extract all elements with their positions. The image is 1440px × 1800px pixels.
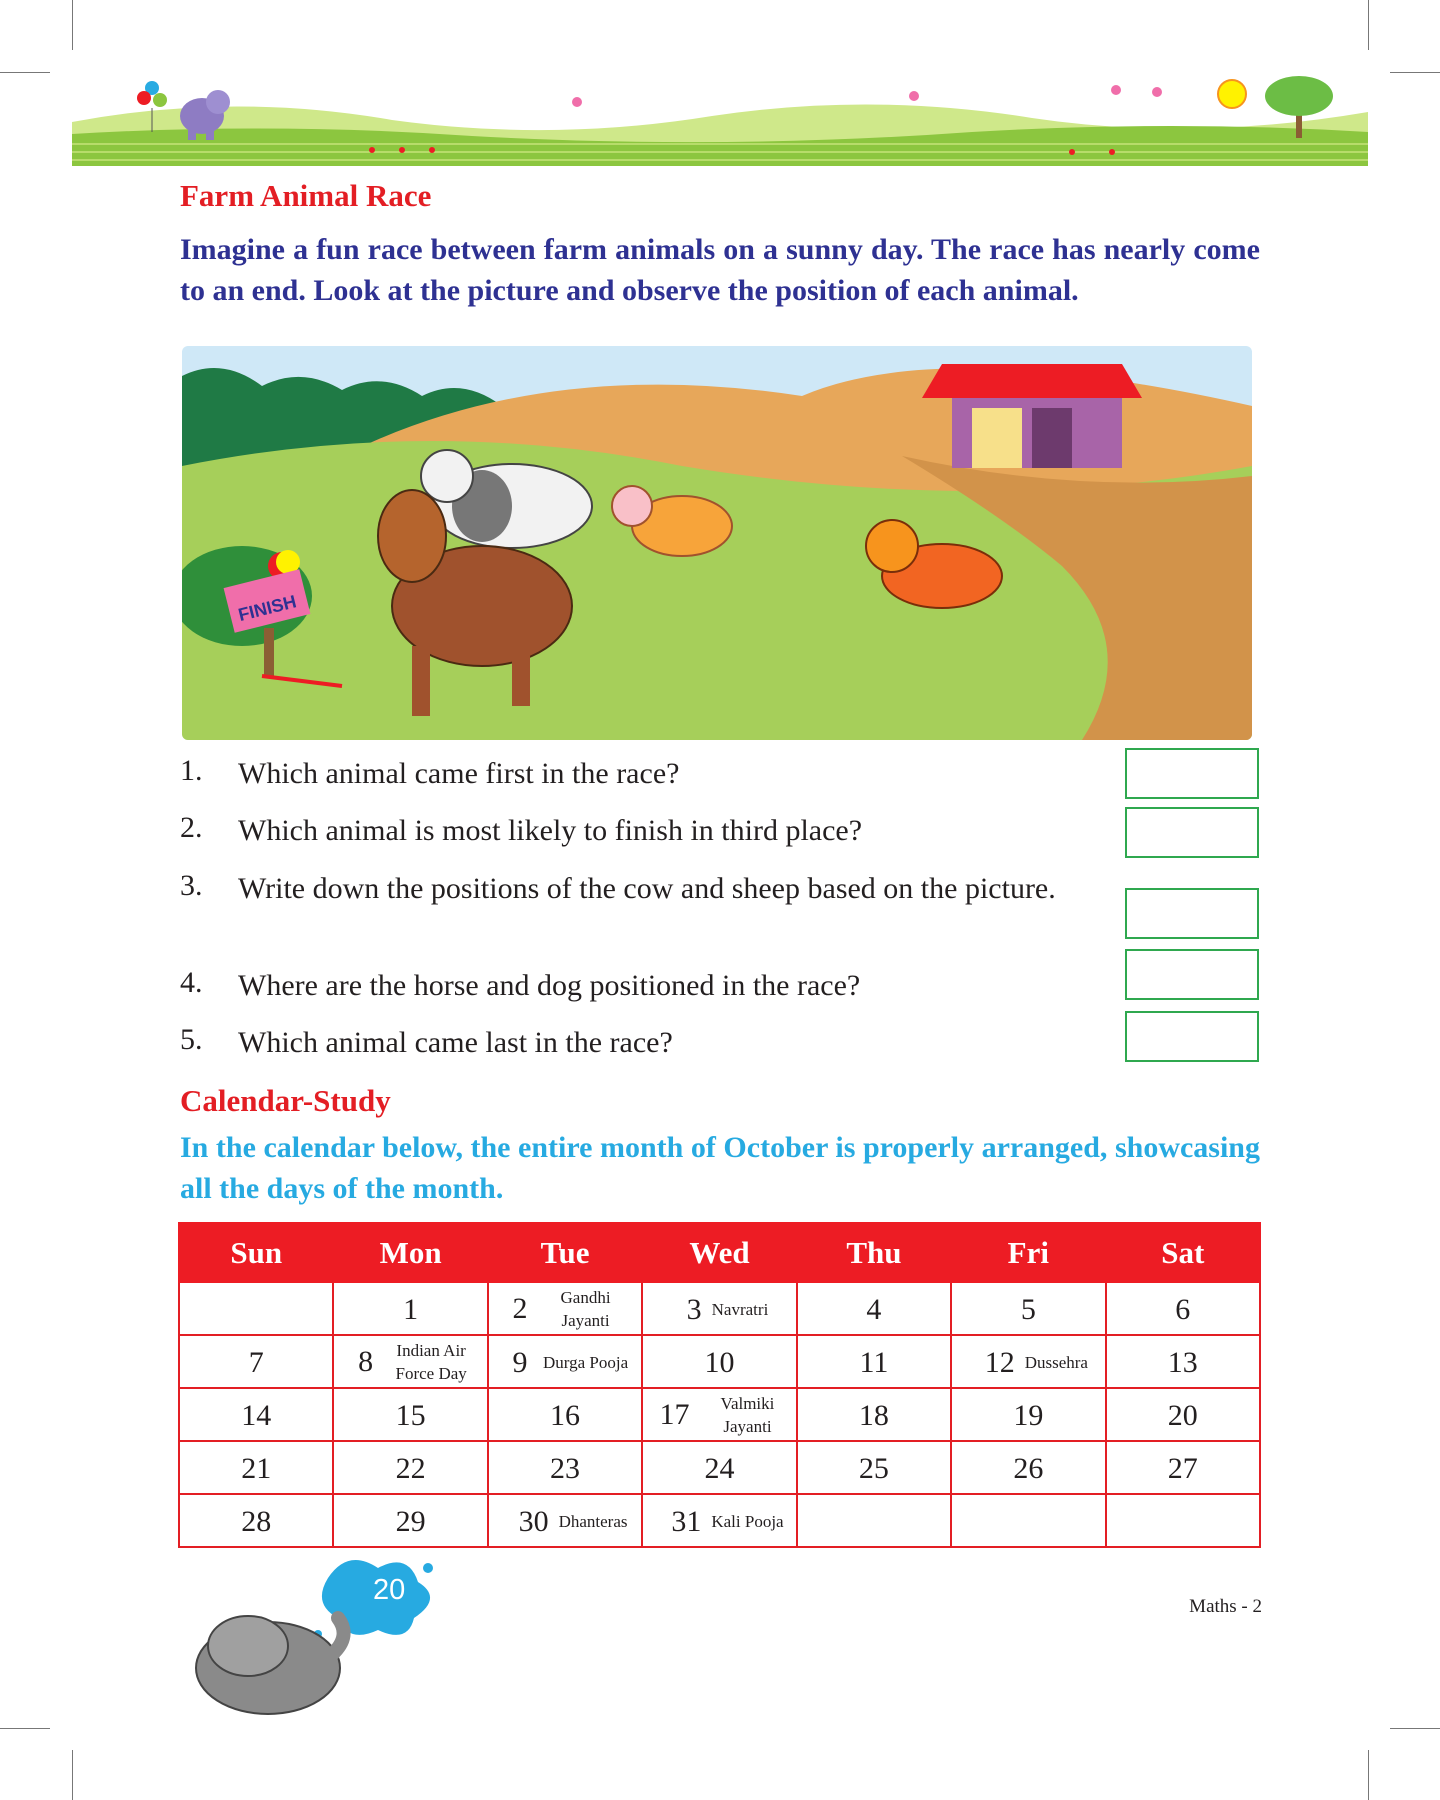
calendar-intro: In the calendar below, the entire month of October is properly arranged, showcasing all the days of the month.: [180, 1131, 1260, 1205]
farm-race-illustration: [182, 346, 1252, 740]
day-number: 19: [1013, 1398, 1044, 1432]
day-number: 26: [1013, 1451, 1044, 1485]
calendar-day-cell: [642, 1335, 796, 1388]
calendar-day-cell: [797, 1441, 951, 1494]
event-label: Navratri: [711, 1300, 769, 1320]
svg-text:FINISH: FINISH: [236, 591, 299, 625]
event-label: Dussehra: [1024, 1353, 1088, 1373]
day-number: 3: [686, 1292, 702, 1326]
section-title-calendar: Calendar-Study: [180, 1083, 391, 1118]
day-number: 8: [358, 1344, 374, 1378]
calendar-day-cell: [179, 1388, 333, 1441]
calendar-day-cell: [333, 1282, 487, 1335]
barn-icon: [922, 364, 1142, 468]
calendar-day-cell: [1106, 1282, 1260, 1335]
calendar-day-cell: [488, 1335, 642, 1388]
day-number: 18: [858, 1398, 889, 1432]
calendar-day-cell: [333, 1494, 487, 1547]
day-number: 23: [550, 1451, 581, 1485]
calendar-day-cell: [642, 1441, 796, 1494]
answer-box-2[interactable]: [1125, 807, 1259, 858]
calendar-day-cell: [642, 1282, 796, 1335]
question-number: 2.: [180, 811, 203, 844]
crop-mark: [1368, 0, 1369, 50]
calendar-day-cell: [179, 1494, 333, 1547]
crop-mark: [0, 72, 50, 73]
day-number: 30: [518, 1504, 549, 1538]
answer-box-4[interactable]: [1125, 949, 1259, 1000]
day-number: 1: [403, 1292, 419, 1326]
day-number: 10: [704, 1345, 735, 1379]
calendar-day-cell: [488, 1441, 642, 1494]
calendar-day-cell: [797, 1282, 951, 1335]
day-number: 12: [984, 1345, 1015, 1379]
header-banner: [72, 72, 1368, 166]
day-number: 24: [704, 1451, 735, 1485]
calendar-day-cell: [951, 1494, 1105, 1547]
book-label: Maths - 2: [1189, 1596, 1262, 1617]
question-number: 3.: [180, 869, 203, 902]
calendar-day-cell: [488, 1282, 642, 1335]
calendar-day-cell: [1106, 1388, 1260, 1441]
day-header: Sat: [1106, 1223, 1260, 1282]
day-number: 22: [395, 1451, 426, 1485]
day-header: Tue: [488, 1223, 642, 1282]
day-number: 9: [512, 1345, 528, 1379]
crop-mark: [72, 0, 73, 50]
elephant-mascot: [178, 1548, 448, 1724]
calendar-day-cell: [951, 1441, 1105, 1494]
day-header: Wed: [642, 1223, 796, 1282]
calendar-day-cell: [333, 1335, 487, 1388]
question-text: Write down the positions of the cow and sheep based on the picture.: [238, 872, 1056, 905]
question-number: 4.: [180, 966, 203, 999]
calendar-header-row: [179, 1223, 1260, 1282]
calendar-day-cell: [951, 1335, 1105, 1388]
day-number: 14: [241, 1398, 272, 1432]
calendar-day-cell: [797, 1335, 951, 1388]
day-number: 25: [858, 1451, 889, 1485]
calendar-day-cell: [333, 1441, 487, 1494]
calendar-day-cell: [642, 1494, 796, 1547]
day-header: Sun: [179, 1223, 333, 1282]
calendar-day-cell: [179, 1282, 333, 1335]
calendar-day-cell: [797, 1388, 951, 1441]
calendar-week-row: [179, 1494, 1260, 1547]
day-number: 6: [1175, 1292, 1191, 1326]
farm-race-intro: Imagine a fun race between farm animals on a sunny day. The race has nearly come to an end. Look at the picture and observe the position of each animal.: [180, 233, 1260, 307]
day-number: 27: [1167, 1451, 1198, 1485]
question-number: 5.: [180, 1023, 203, 1056]
calendar-day-cell: [179, 1335, 333, 1388]
day-number: 11: [859, 1345, 889, 1379]
day-number: 17: [659, 1397, 690, 1431]
answer-box-1[interactable]: [1125, 748, 1259, 799]
calendar-body: [179, 1282, 1260, 1547]
calendar-day-cell: [1106, 1494, 1260, 1547]
crop-mark: [1390, 72, 1440, 73]
event-label: Valmiki Jayanti: [720, 1393, 775, 1436]
day-header: Mon: [333, 1223, 487, 1282]
question-text: Which animal came last in the race?: [238, 1026, 673, 1059]
event-label: Indian Air Force Day: [395, 1340, 467, 1383]
day-header: Fri: [951, 1223, 1105, 1282]
question-text: Where are the horse and dog positioned in the race?: [238, 969, 861, 1002]
answer-box-5[interactable]: [1125, 1011, 1259, 1062]
crop-mark: [72, 1750, 73, 1800]
sun-icon: [1218, 80, 1246, 108]
calendar-day-cell: [1106, 1441, 1260, 1494]
day-number: 20: [1167, 1398, 1198, 1432]
calendar-day-cell: [642, 1388, 796, 1441]
day-number: 16: [550, 1398, 581, 1432]
calendar-day-cell: [179, 1441, 333, 1494]
question-text: Which animal is most likely to finish in third place?: [238, 814, 863, 847]
day-number: 28: [241, 1504, 272, 1538]
day-number: 29: [395, 1504, 426, 1538]
crop-mark: [0, 1728, 50, 1729]
elephant-icon: [196, 1616, 344, 1714]
day-number: 2: [512, 1291, 528, 1325]
day-number: 31: [671, 1504, 702, 1538]
day-number: 4: [866, 1292, 882, 1326]
event-label: Gandhi Jayanti: [560, 1287, 611, 1330]
answer-box-3[interactable]: [1125, 888, 1259, 939]
crop-mark: [1368, 1750, 1369, 1800]
day-number: 13: [1167, 1345, 1198, 1379]
calendar-day-cell: [797, 1494, 951, 1547]
crop-mark: [1390, 1728, 1440, 1729]
day-number: 7: [248, 1345, 264, 1379]
calendar-day-cell: [333, 1388, 487, 1441]
day-header: Thu: [797, 1223, 951, 1282]
calendar-day-cell: [951, 1388, 1105, 1441]
day-number: 15: [395, 1398, 426, 1432]
calendar-week-row: [179, 1441, 1260, 1494]
question-number: 1.: [180, 754, 203, 787]
question-text: Which animal came first in the race?: [238, 757, 680, 790]
event-label: Kali Pooja: [711, 1512, 784, 1532]
october-calendar: [178, 1222, 1261, 1548]
calendar-week-row: [179, 1335, 1260, 1388]
calendar-week-row: [179, 1388, 1260, 1441]
calendar-day-cell: [1106, 1335, 1260, 1388]
page-number: 20: [373, 1574, 406, 1606]
section-title-farm-race: Farm Animal Race: [180, 178, 432, 213]
calendar-day-cell: [488, 1388, 642, 1441]
day-number: 5: [1020, 1292, 1036, 1326]
event-label: Durga Pooja: [542, 1353, 629, 1373]
calendar-day-cell: [951, 1282, 1105, 1335]
event-label: Dhanteras: [558, 1512, 628, 1532]
day-number: 21: [241, 1451, 272, 1485]
calendar-day-cell: [488, 1494, 642, 1547]
calendar-week-row: [179, 1282, 1260, 1335]
